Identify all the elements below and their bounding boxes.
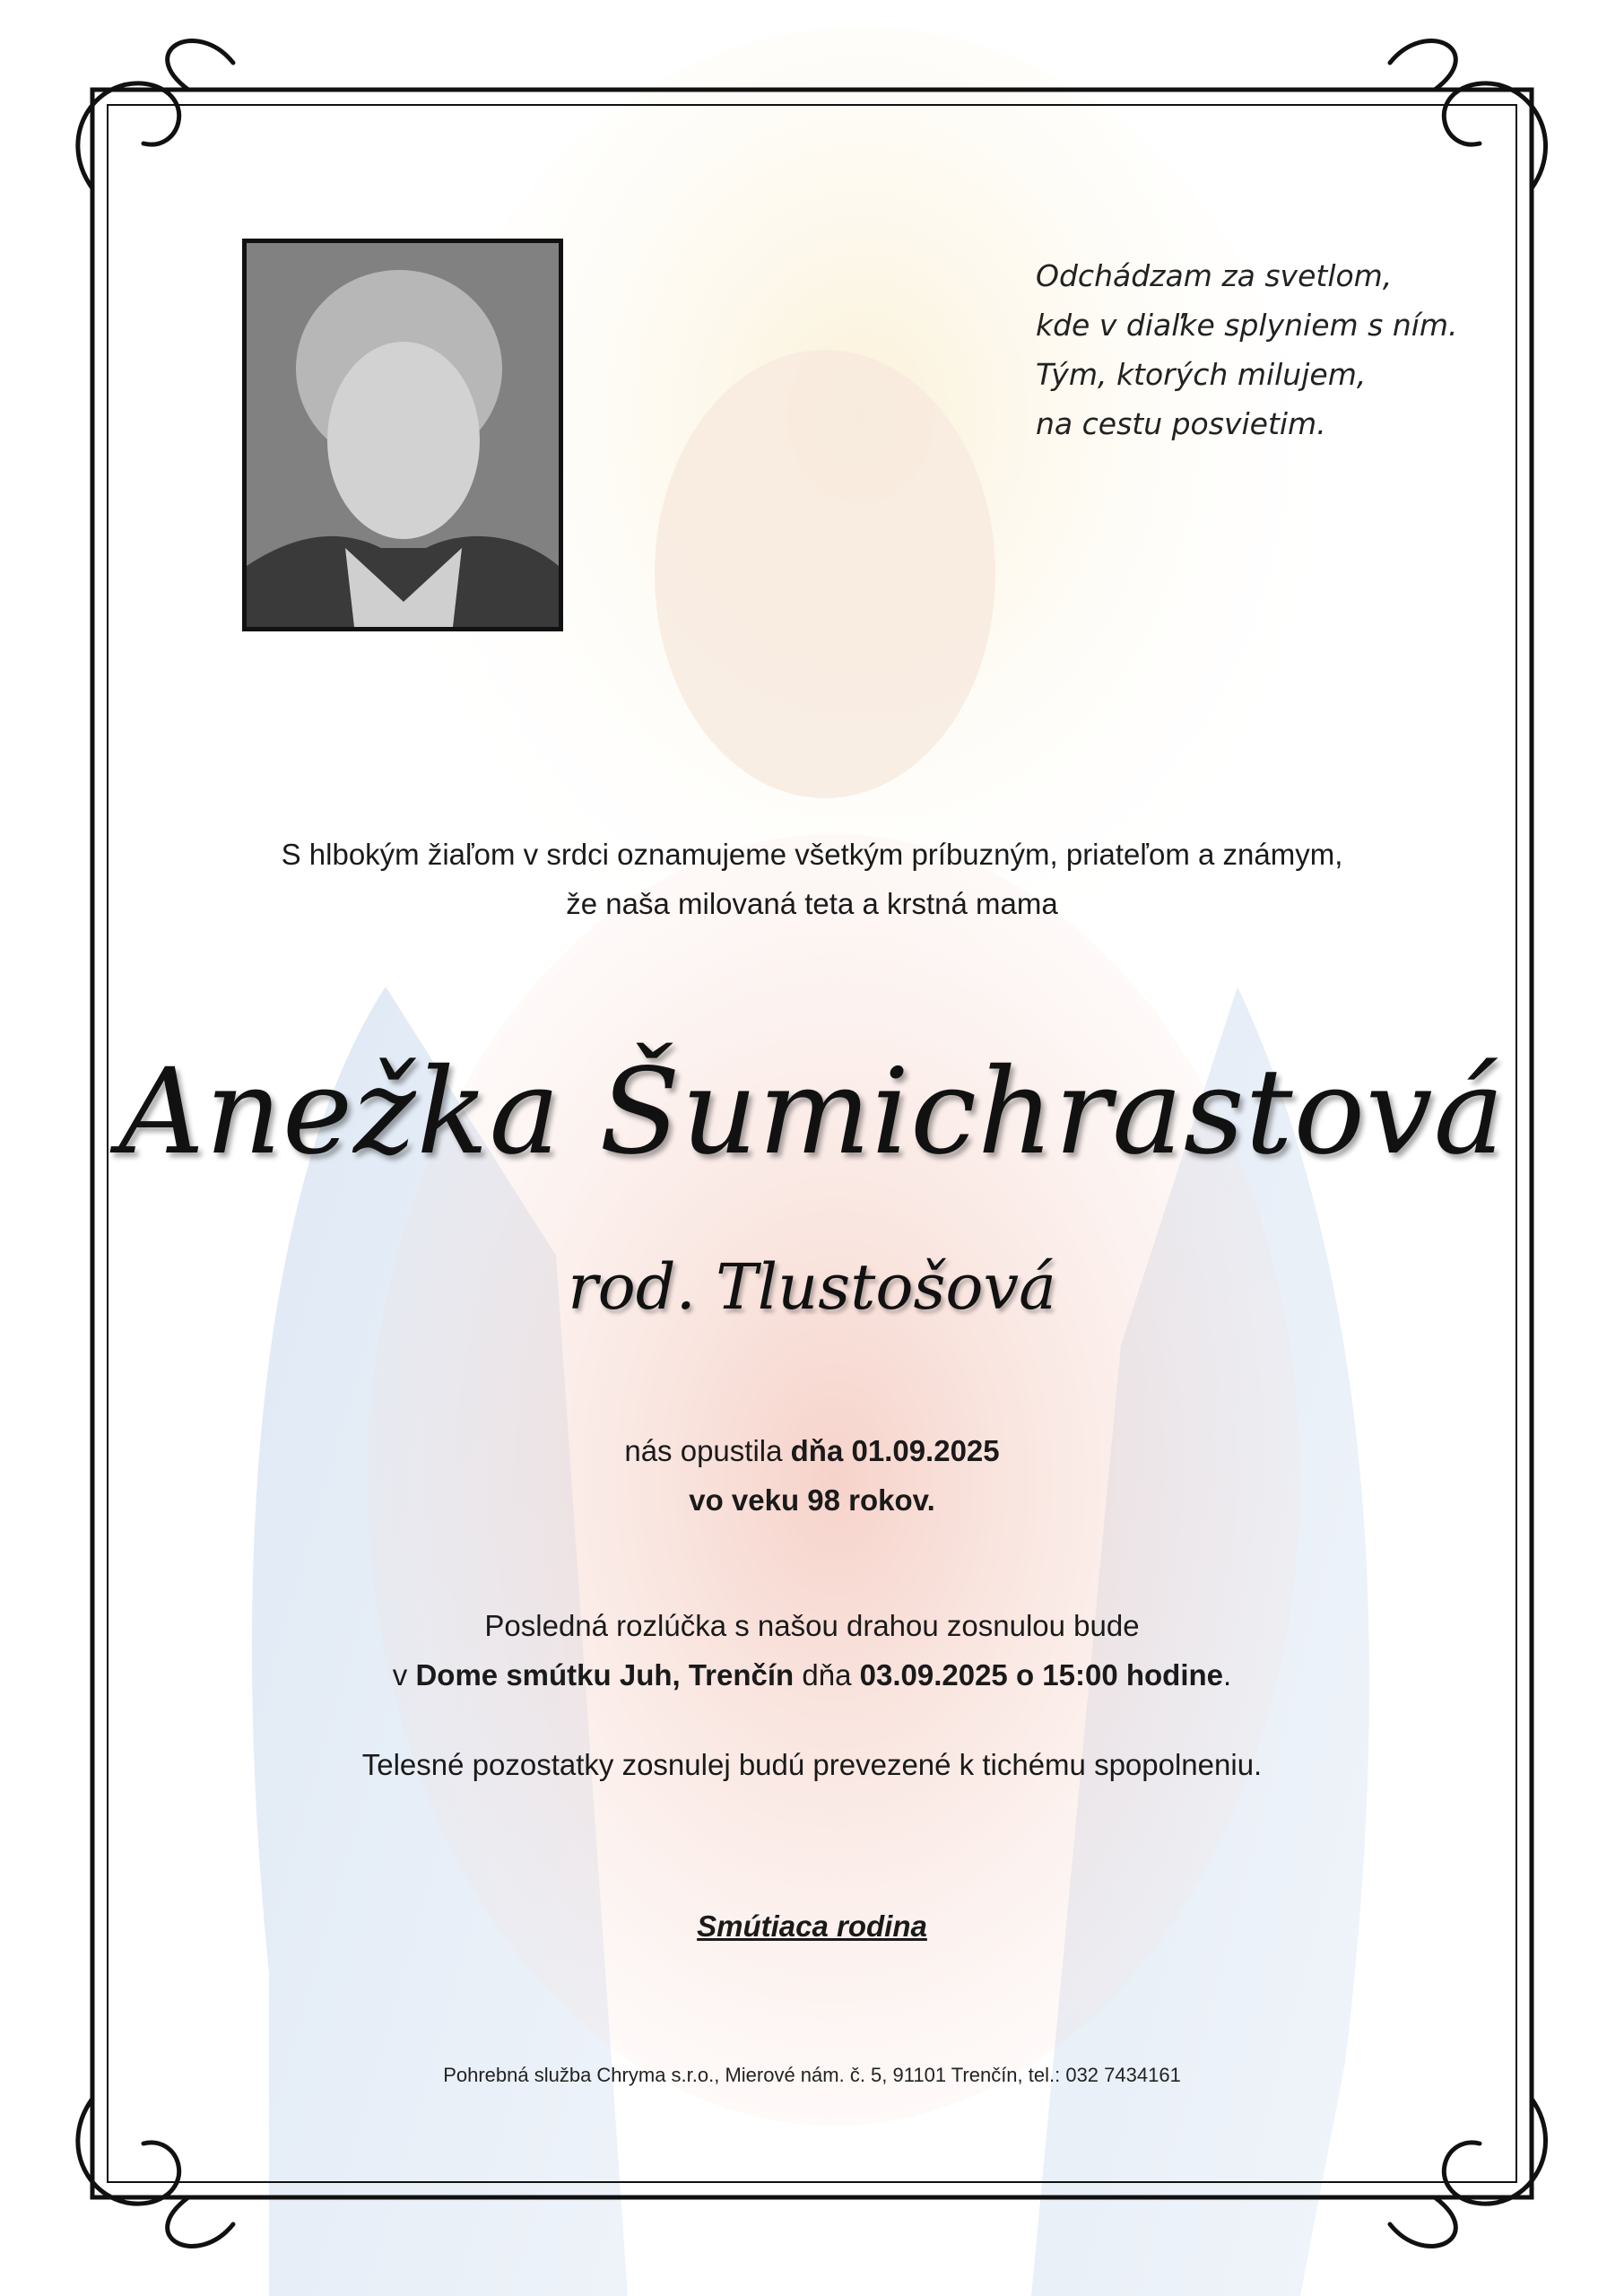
announcement-intro (0, 830, 1624, 928)
death-prefix: nás opustila (624, 1434, 783, 1467)
death-age: vo veku 98 rokov. (689, 1483, 935, 1517)
family-signature (0, 1901, 1624, 1951)
intro-line: že naša milovaná teta a krstná mama (566, 887, 1058, 920)
farewell-datetime: 03.09.2025 o 15:00 hodine (859, 1658, 1224, 1692)
farewell-mid: dňa (802, 1658, 852, 1692)
intro-line: S hlbokým žiaľom v srdci oznamujeme všetkým príbuzným, priateľom a známym, (281, 838, 1343, 871)
poem (1036, 251, 1502, 448)
death-date: dňa 01.09.2025 (790, 1434, 1000, 1467)
poem-line: kde v diaľke splyniem s ním. (1036, 308, 1458, 343)
family-label: Smútiaca rodina (697, 1909, 927, 1943)
funeral-service-footer: Pohrebná služba Chryma s.r.o., Mierové nám. č. 5, 91101 Trenčín, tel.: 032 7434161 (443, 2064, 1181, 2086)
poem-line: na cestu posvietim. (1036, 406, 1326, 441)
funeral-info (0, 1601, 1624, 1700)
deceased-name: Anežka Šumichrastová (118, 1043, 1506, 1181)
poem-line: Odchádzam za svetlom, (1036, 258, 1393, 293)
maiden-name: rod. Tlustošová (568, 1250, 1056, 1324)
farewell-suffix: . (1223, 1658, 1232, 1692)
poem-line: Tým, ktorých milujem, (1036, 357, 1367, 392)
death-info (0, 1426, 1624, 1525)
farewell-prefix: v (392, 1658, 408, 1692)
portrait-image (247, 243, 559, 627)
farewell-line: Posledná rozlúčka s našou drahou zosnulou bude (484, 1609, 1140, 1642)
remains-note: Telesné pozostatky zosnulej budú prevezené k tichému spopolneniu. (361, 1748, 1263, 1781)
portrait-photo (242, 239, 563, 631)
farewell-place: Dome smútku Juh, Trenčín (415, 1658, 795, 1692)
